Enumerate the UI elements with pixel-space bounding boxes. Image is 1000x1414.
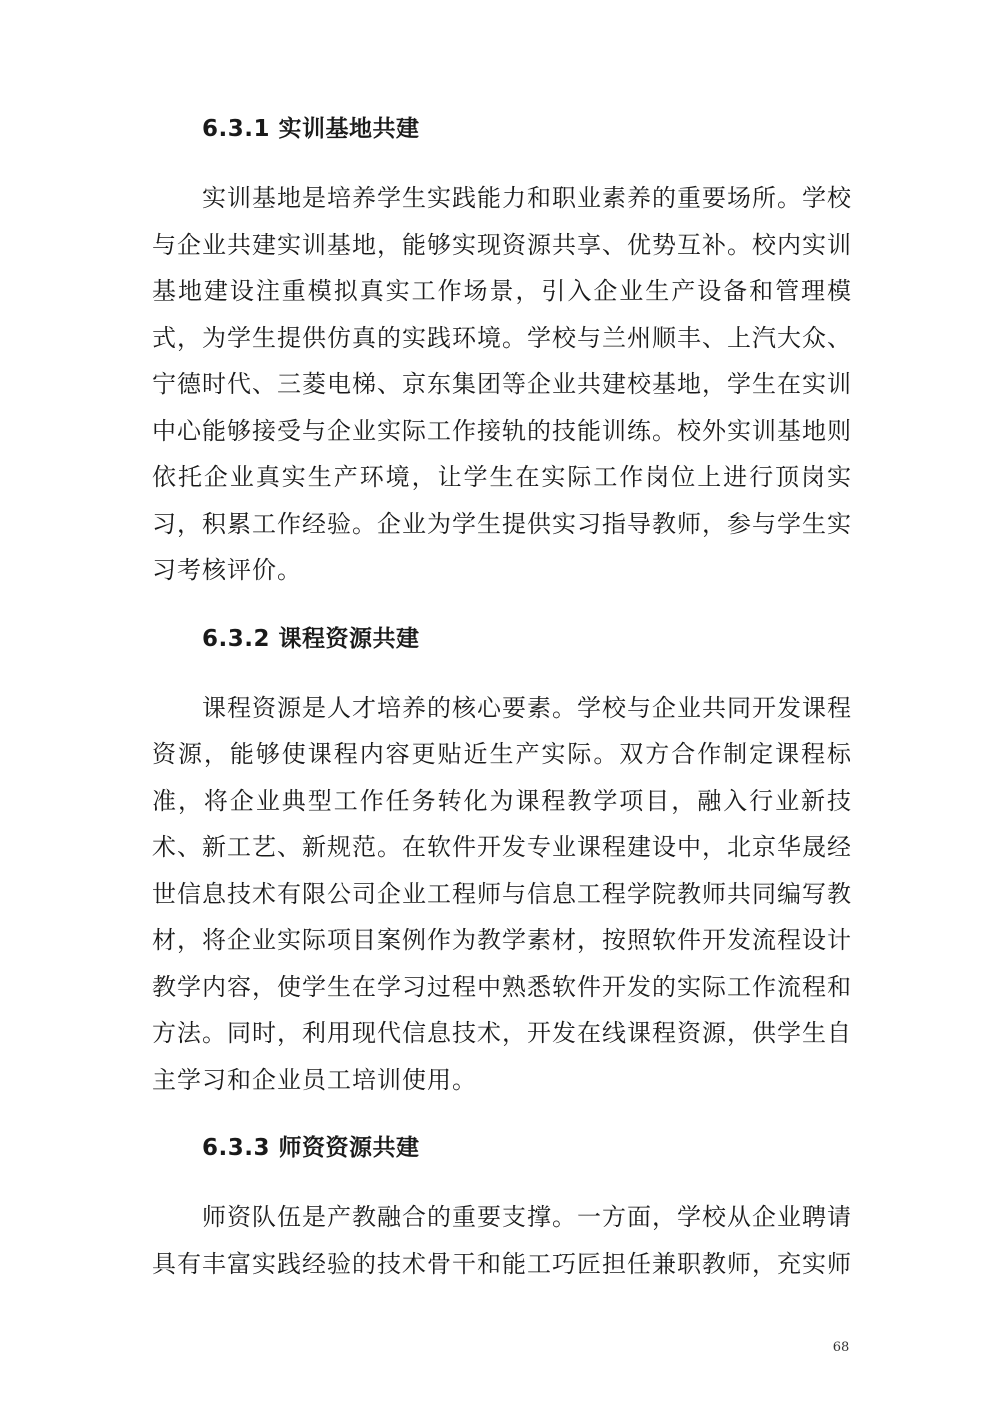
section-heading-6-3-1: 6.3.1 实训基地共建 <box>202 116 420 142</box>
spacer <box>152 154 852 175</box>
section-heading-6-3-2: 6.3.2 课程资源共建 <box>202 625 420 652</box>
page-number: 68 <box>832 1340 850 1355</box>
spacer <box>152 594 852 614</box>
section-heading-6-3-3: 6.3.3 师资资源共建 <box>202 1135 420 1161</box>
page-body <box>152 104 852 1287</box>
section-paragraph-6-3-2: 课程资源是人才培养的核心要素。学校与企业共同开发课程资源，能够使课程内容更贴近生产实际。双方合作制定课程标准，将企业典型工作任务转化为课程教学项目，融入行业新技术、新工艺、新规范。在软件开发专业课程建设中，北京华晟经世信息技术有限公司企业工程师与信息工程学院教师共同编写教材，将企业实际项目案例作为教学素材，按照软件开发流程设计教学内容，使学生在学习过程中熟悉软件开发的实际工作流程和方法。同时，利用现代信息技术，开发在线课程资源，供学生自主学习和企业员工培训使用。 <box>152 693 852 1094</box>
section-paragraph-6-3-3: 师资队伍是产教融合的重要支撑。一方面，学校从企业聘请具有丰富实践经验的技术骨干和能工巧匠担任兼职教师，充实师 <box>152 1203 852 1278</box>
spacer <box>152 1103 852 1123</box>
section-paragraph-6-3-1: 实训基地是培养学生实践能力和职业素养的重要场所。学校与企业共建实训基地，能够实现资源共享、优势互补。校内实训基地建设注重模拟真实工作场景，引入企业生产设备和管理模式，为学生提供仿真的实践环境。学校与兰州顺丰、上汽大众、宁德时代、三菱电梯、京东集团等企业共建校基地，学生在实训中心能够接受与企业实际工作接轨的技能训练。校外实训基地则依托企业真实生产环境，让学生在实际工作岗位上进行顶岗实习，积累工作经验。企业为学生提供实习指导教师，参与学生实习考核评价。 <box>152 184 852 584</box>
spacer <box>152 664 852 685</box>
spacer <box>152 1173 852 1194</box>
